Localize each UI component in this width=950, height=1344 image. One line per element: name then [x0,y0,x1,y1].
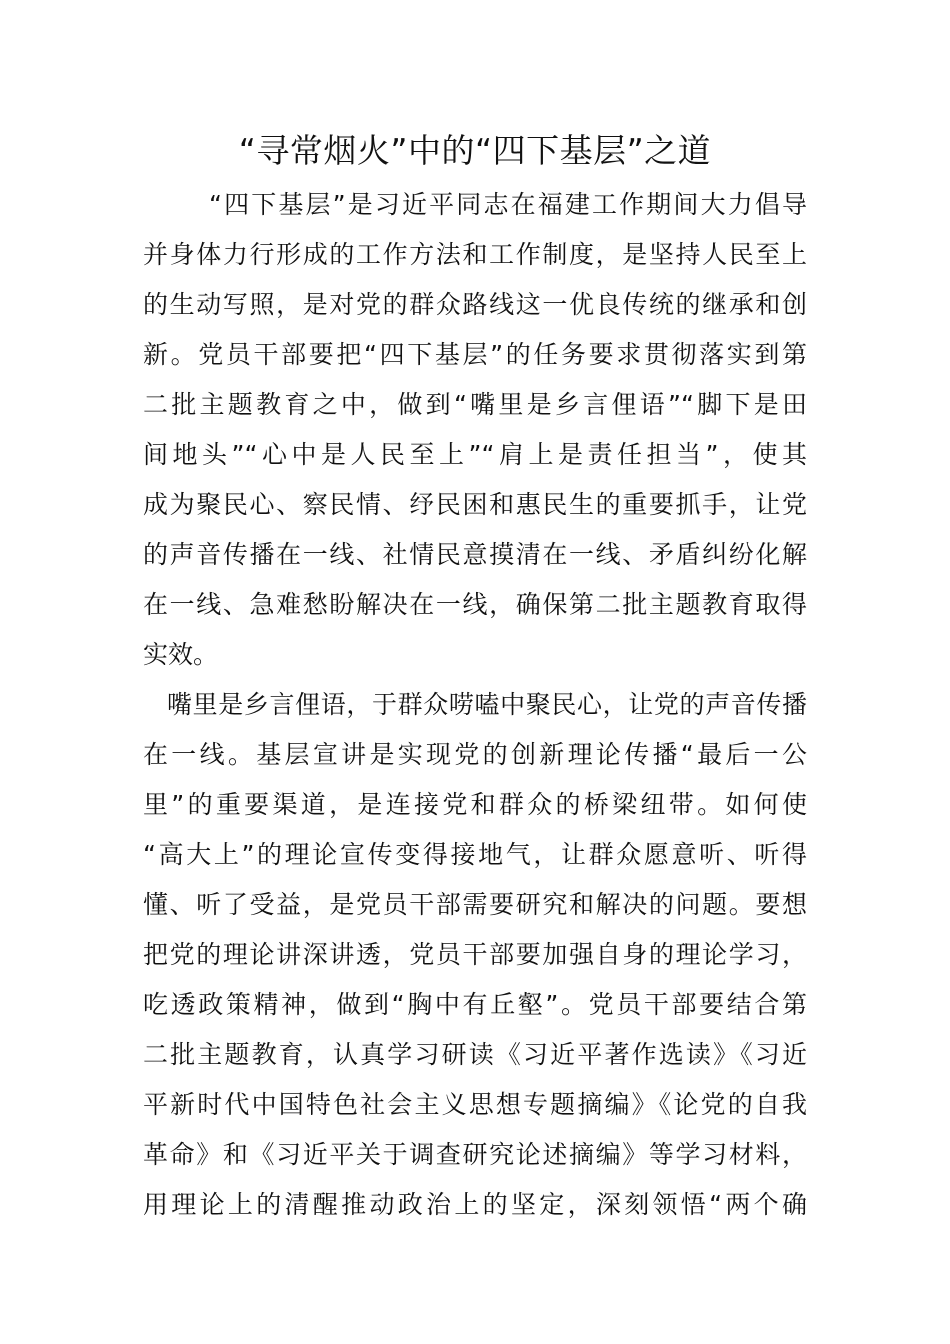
paragraph-line: 嘴里是乡言俚语，于群众唠嗑中聚民心，让党的声音传播 [167,690,807,719]
paragraph-2 [143,680,807,1230]
paragraph-line: “四下基层”是习近平同志在福建工作期间大力倡导 [209,190,807,219]
paragraph-line: 实效。 [143,640,219,669]
paragraph-line: 新。党员干部要把“四下基层”的任务要求贯彻落实到第 [143,340,807,369]
paragraph-line: 成为聚民心、察民情、纾民困和惠民生的重要抓手，让党 [143,490,807,519]
paragraph-line: 里”的重要渠道，是连接党和群众的桥梁纽带。如何使 [143,790,807,819]
document-title: “寻常烟火”中的“四下基层”之道 [238,131,712,170]
document-body [143,180,807,1230]
paragraph-line: 平新时代中国特色社会主义思想专题摘编》《论党的自我 [143,1090,807,1119]
paragraph-line: 把党的理论讲深讲透，党员干部要加强自身的理论学习， [143,940,807,969]
paragraph-line: 革命》和《习近平关于调查研究论述摘编》等学习材料， [143,1140,807,1169]
paragraph-line: 二批主题教育之中，做到“嘴里是乡言俚语”“脚下是田 [143,390,807,419]
paragraph-line: 吃透政策精神，做到“胸中有丘壑”。党员干部要结合第 [143,990,807,1019]
paragraph-line: “高大上”的理论宣传变得接地气，让群众愿意听、听得 [143,840,807,869]
paragraph-line: 用理论上的清醒推动政治上的坚定，深刻领悟“两个确 [143,1190,807,1219]
paragraph-line: 并身体力行形成的工作方法和工作制度，是坚持人民至上 [143,240,807,269]
paragraph-1 [143,180,807,680]
paragraph-line: 在一线。基层宣讲是实现党的创新理论传播“最后一公 [143,740,807,769]
paragraph-line: 的声音传播在一线、社情民意摸清在一线、矛盾纠纷化解 [143,540,807,569]
paragraph-line: 二批主题教育，认真学习研读《习近平著作选读》《习近 [143,1040,807,1069]
paragraph-line: 在一线、急难愁盼解决在一线，确保第二批主题教育取得 [143,590,807,619]
paragraph-line: 间地头”“心中是人民至上”“肩上是责任担当”，使其 [143,440,807,469]
paragraph-line: 的生动写照，是对党的群众路线这一优良传统的继承和创 [143,290,807,319]
paragraph-line: 懂、听了受益，是党员干部需要研究和解决的问题。要想 [143,890,807,919]
